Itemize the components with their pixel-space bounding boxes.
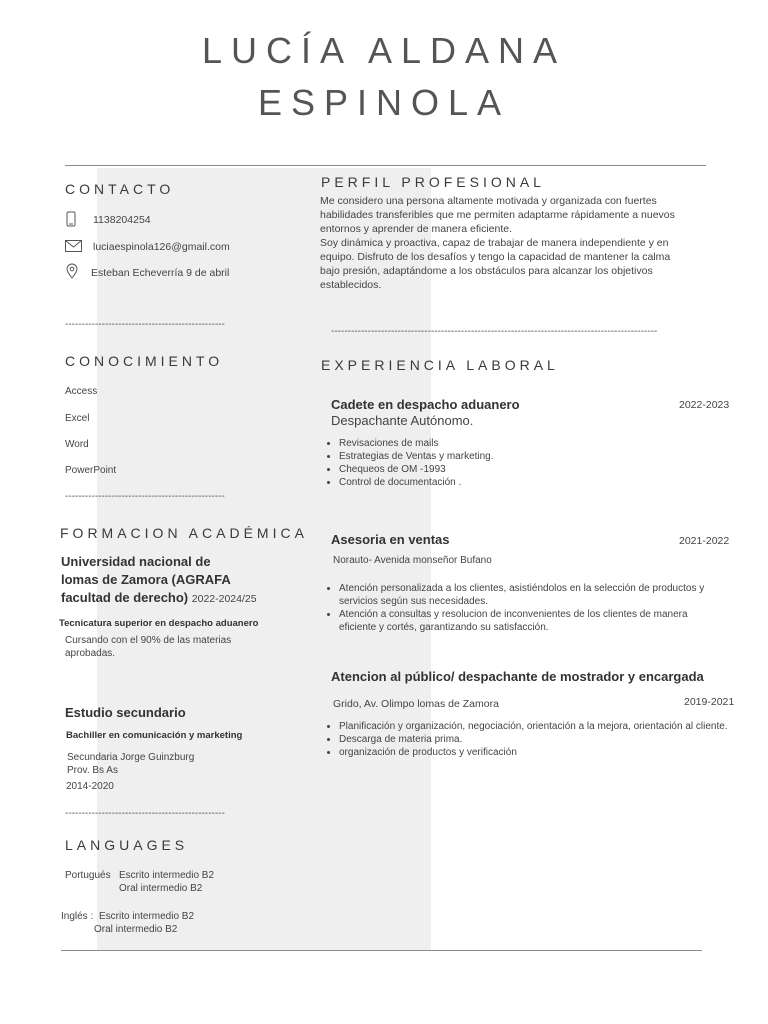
profile-line: equipo. Disfruto de los desafíos y tengo la capacidad de mantener la calma [320,251,671,263]
job-years: 2019-2021 [684,696,735,708]
location-pin-icon [66,263,78,279]
contact-heading: CONTACTO [65,181,175,197]
email-icon [65,240,82,252]
university-line-1: Universidad nacional de [61,554,211,569]
divider-dashes-profile: -------------------------------------------------------------------------------------------------- [331,326,658,337]
job-bullet: • Atención personalizada a los clientes, asistiéndolos en la selección de productos y servicios según sus necesidades. [339,582,719,608]
university-name [61,553,257,608]
contact-phone: 1138204254 [93,214,151,226]
job-bullet: • Estrategias de Ventas y marketing. [339,450,719,463]
name-line-2: ESPINOLA [257,82,511,123]
divider-dashes-knowledge: ------------------------------------------------ [65,491,225,502]
secondary-place: Prov. Bs As [67,765,118,776]
profile-text [320,194,720,292]
knowledge-item-access: Access [65,386,98,397]
job-bullets [321,437,719,489]
language-portuguese [65,869,215,894]
language-portuguese-oral: Oral intermedio B2 [119,883,203,894]
job-bullet: • Revisaciones de mails [339,437,719,450]
job-bullet: • Atención a consultas y resolucion de inconvenientes de los clientes de manera eficiente y cortés, garantizando su satisfacción. [339,608,719,634]
profile-line: Soy dinámica y proactiva, capaz de trabajar de manera independiente y en [320,237,669,249]
experience-heading: EXPERIENCIA LABORAL [321,357,559,373]
job-title: Cadete en despacho aduanero [331,397,520,412]
divider-dashes-contact: ------------------------------------------------ [65,319,225,330]
job-title: Asesoria en ventas [331,532,450,547]
job-bullets [321,582,719,634]
job-title: Atencion al público/ despachante de mostrador y encargada [331,669,704,684]
job-bullet: • Descarga de materia prima. [339,733,734,746]
language-portuguese-written: Escrito intermedio B2 [119,870,215,881]
knowledge-item-word: Word [65,439,89,450]
secondary-school: Secundaria Jorge Guinzburg [67,752,195,763]
languages-heading: LANGUAGES [65,837,189,853]
university-line-2: lomas de Zamora (AGRAFA [61,572,231,587]
university-status-line-1: Cursando con el 90% de las materias [65,635,232,646]
language-english-oral: Oral intermedio B2 [94,924,178,935]
language-portuguese-label: Portugués [65,870,111,881]
knowledge-item-powerpoint: PowerPoint [65,465,117,476]
contact-address: Esteban Echeverría 9 de abril [91,267,230,279]
university-degree: Tecnicatura superior en despacho aduanero [59,618,259,629]
knowledge-heading: CONOCIMIENTO [65,353,224,369]
university-status [65,634,231,660]
university-status-line-2: aprobadas. [65,648,116,659]
bottom-divider [61,950,702,951]
language-english-label: Inglés : [61,911,94,922]
job-bullet: • Chequeos de OM -1993 [339,463,719,476]
job-bullets [321,720,734,759]
profile-heading: PERFIL PROFESIONAL [321,174,545,190]
top-divider [65,165,706,166]
job-years: 2022-2023 [679,399,730,411]
profile-line: Me considero una persona altamente motivada y organizada con fuertes [320,195,657,207]
profile-line: bajo presión, adaptándome a los obstáculos para alcanzar los objetivos [320,265,653,277]
knowledge-item-excel: Excel [65,413,90,424]
secondary-years: 2014-2020 [66,781,114,792]
education-heading: FORMACION ACADÉMICA [60,525,308,541]
contact-email[interactable]: luciaespinola126@gmail.com [93,241,230,253]
university-line-3: facultad de derecho) [61,590,189,605]
job-company: Grido, Av. Olimpo lomas de Zamora [333,698,499,710]
profile-line: habilidades transferibles que me permiten adaptarme rápidamente a nuevos [320,209,675,221]
secondary-degree: Bachiller en comunicación y marketing [66,730,243,741]
language-english [61,910,195,935]
language-english-written: Escrito intermedio B2 [99,911,195,922]
job-years: 2021-2022 [679,535,730,547]
phone-icon [66,211,76,227]
job-company: Despachante Autónomo. [331,413,474,428]
job-bullet: • Control de documentación . [339,476,719,489]
profile-line: establecidos. [320,279,382,291]
job-company: Norauto- Avenida monseñor Bufano [333,555,492,566]
divider-dashes-education: ------------------------------------------------ [65,808,225,819]
job-bullet: • Planificación y organización, negociación, orientación a la mejora, orientación al cliente. [339,720,734,733]
university-years: 2022-2024/25 [191,593,257,605]
profile-line: entornos y aprender de manera eficiente. [320,223,513,235]
job-bullet: • organización de productos y verificación [339,746,734,759]
secondary-details [67,751,194,777]
name-line-1: LUCÍA ALDANA [201,30,567,71]
secondary-title: Estudio secundario [65,705,186,720]
